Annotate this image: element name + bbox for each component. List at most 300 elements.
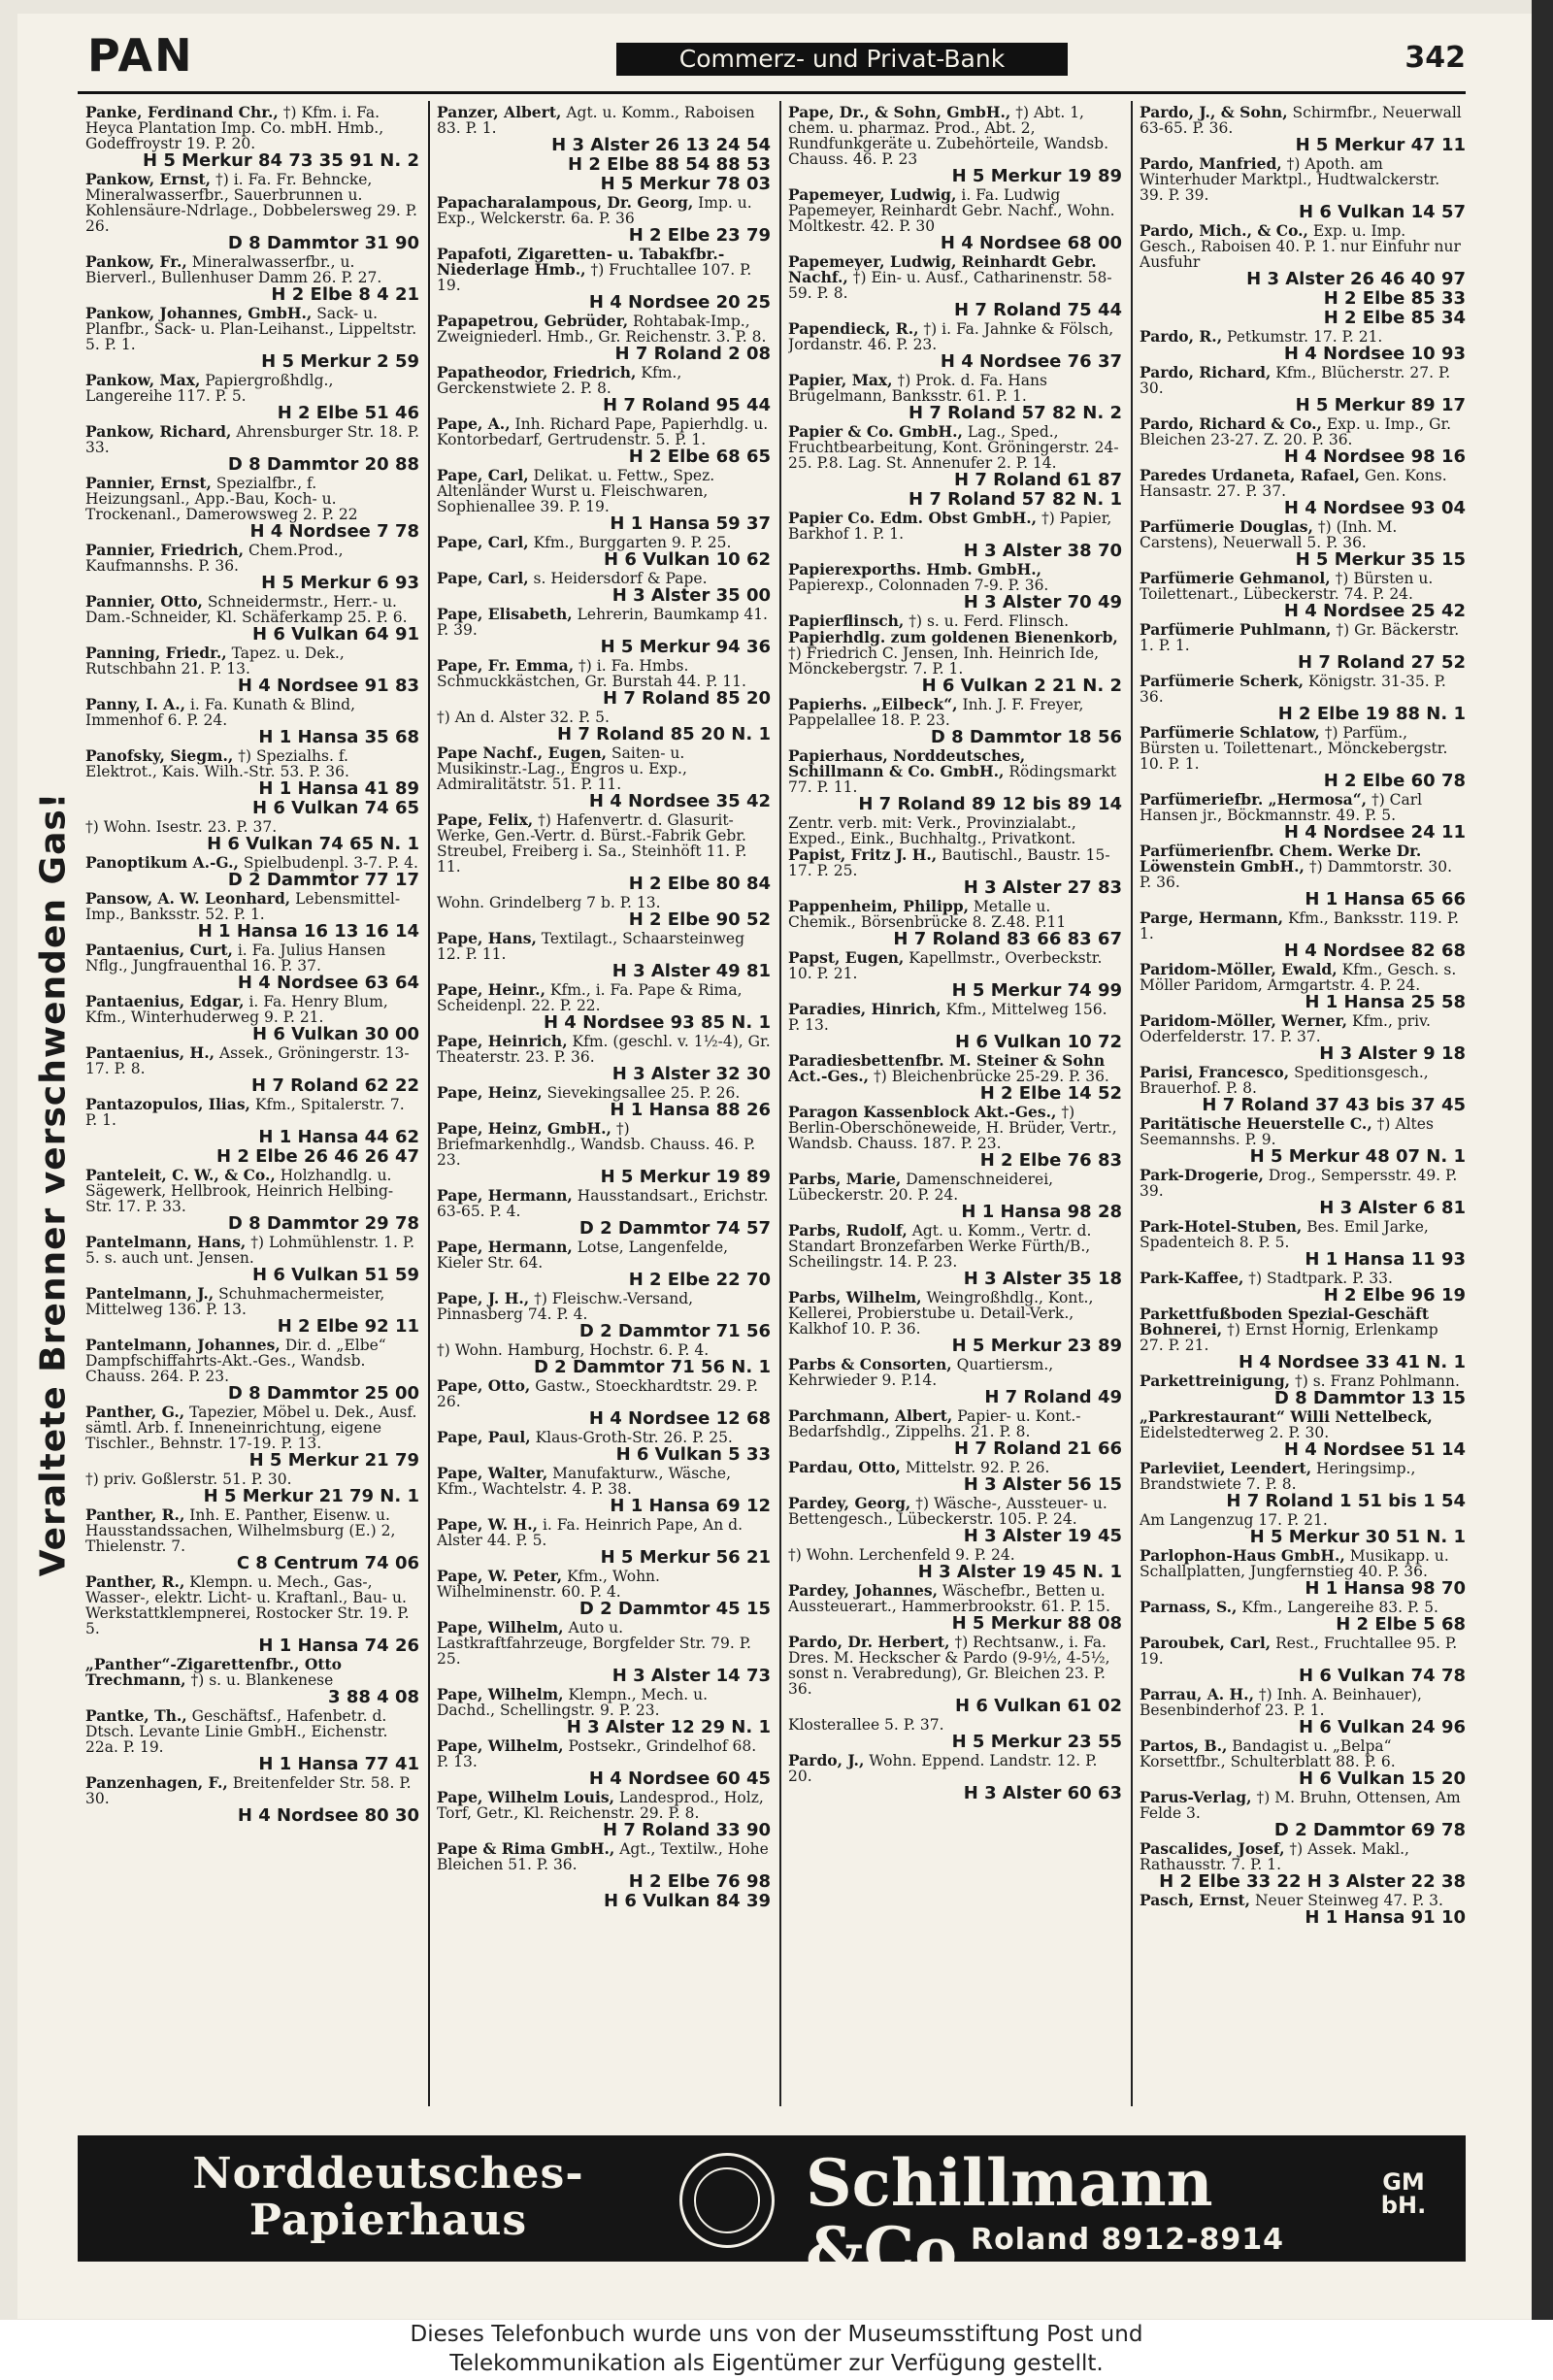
phone-number: H 1 Hansa 98 70: [1305, 1578, 1466, 1599]
entry-details: †) Assek. Makl., Rathausstr. 7. P. 1.: [1140, 1840, 1409, 1873]
entry-name: Parkettreinigung,: [1140, 1372, 1291, 1390]
phone-number: H 1 Hansa 88 26: [610, 1100, 771, 1120]
directory-entry: [85, 1168, 419, 1234]
entry-name: Panzer, Albert,: [437, 105, 562, 121]
directory-entry: [437, 1188, 771, 1239]
entry-name: Pape, Heinr.,: [437, 980, 545, 999]
directory-entry: [437, 1569, 771, 1619]
entry-name: Pannier, Ernst,: [85, 474, 212, 492]
entry-details: Ahrensburger Str. 18. P. 33.: [85, 423, 419, 456]
entry-name: Parfümeriefbr. „Hermosa“,: [1140, 790, 1368, 809]
directory-entry: [1140, 365, 1466, 415]
entry-details: †) Wohn. Hamburg, Hochstr. 6. P. 4.: [437, 1341, 710, 1359]
entry-name: Pantelmann, Hans,: [85, 1233, 247, 1251]
entry-name: Panny, I. A.,: [85, 695, 185, 713]
listing-column-1: [85, 105, 419, 2104]
entry-details: Spezialfbr., f. Heizungsanl., App.-Bau, Koch- u. Trockenanl., Damerowsweg 2. P. 22: [85, 475, 358, 523]
phone-number: H 3 Alster 19 45 N. 1: [917, 1562, 1122, 1582]
directory-entry: [437, 931, 771, 981]
entry-details: Bautischl., Baustr. 15-17. P. 25.: [788, 846, 1110, 879]
directory-entry: [85, 645, 419, 696]
phone-number: H 6 Vulkan 74 65 N. 1: [207, 834, 419, 854]
directory-entry: [85, 1775, 419, 1826]
phone-number: H 7 Roland 1 51 bis 1 54: [1226, 1491, 1466, 1511]
phone-number: H 5 Merkur 74 99: [951, 980, 1122, 1001]
entry-details: Kfm., Gerckenstwiete 2. P. 8.: [437, 364, 682, 397]
header-keyword: PAN: [87, 29, 194, 82]
directory-entry: [1140, 105, 1466, 155]
directory-entry: [85, 306, 419, 372]
phone-number: H 7 Roland 83 66 83 67: [893, 929, 1122, 949]
entry-details: †) Abt. 1, chem. u. pharmaz. Prod., Abt. 2, Rundfunkgeräte u. Zubehörteile, Wandsb. Chauss. 46. P. 23: [788, 105, 1109, 168]
phone-number: D 2 Dammtor 69 78: [1273, 1820, 1466, 1840]
phone-number: H 1 Hansa 74 26: [258, 1636, 419, 1656]
phone-number: H 5 Merkur 94 36: [600, 637, 771, 657]
phone-number: H 2 Elbe 90 52: [628, 909, 771, 930]
entry-details: Damenschneiderei, Lübeckerstr. 20. P. 24.: [788, 1171, 1054, 1204]
entry-details: i. Fa. Kunath & Blind, Immenhof 6. P. 24.: [85, 696, 355, 729]
column-divider: [1131, 101, 1133, 2106]
entry-details: Exp. u. Imp. Gesch., Raboisen 40. P. 1. nur Einfuhr nur Ausfuhr: [1140, 222, 1461, 271]
directory-entry: [788, 1460, 1122, 1495]
directory-entry: [437, 1430, 771, 1465]
directory-entry: [1140, 1065, 1466, 1115]
entry-details: †) s. u. Blankenese: [190, 1671, 334, 1689]
entry-name: Papafoti, Zigaretten- u. Tabakfbr.-Niederlage Hmb.,: [437, 245, 725, 279]
phone-number: H 7 Roland 95 44: [603, 395, 771, 415]
entry-details: †) Inh. A. Beinhauer), Besenbinderhof 23. P. 1.: [1140, 1686, 1422, 1719]
phone-number: H 4 Nordsee 82 68: [1283, 941, 1466, 961]
entry-name: Panning, Friedr.,: [85, 644, 227, 662]
directory-entry: [788, 1496, 1122, 1546]
phone-number: H 3 Alster 12 29 N. 1: [566, 1717, 771, 1737]
directory-entry: [788, 511, 1122, 561]
entry-name: Pape, W. H.,: [437, 1515, 538, 1534]
entry-details: Lag., Sped., Fruchtbearbeitung, Kont. Gröningerstr. 24-25. P.8. Lag. St. Annenufer 2. P. 14.: [788, 423, 1119, 472]
entry-details: †) Altes Seemannshs. P. 9.: [1140, 1115, 1434, 1148]
phone-number: H 5 Merkur 2 59: [261, 351, 419, 372]
phone-number: H 4 Nordsee 98 16: [1283, 446, 1466, 467]
entry-details: †) Rechtsanw., i. Fa. Dres. M. Heckscher & Pardo (9-9½, 4-5½, sonst n. Verabredung), Gr. Bleichen 23. P. 36.: [788, 1634, 1110, 1698]
entry-details: †) Papier, Barkhof 1. P. 1.: [788, 510, 1112, 543]
phone-number: H 3 Alster 56 15: [963, 1474, 1122, 1495]
entry-details: Wohn. Eppend. Landstr. 12. P. 20.: [788, 1752, 1098, 1785]
phone-number: H 5 Merkur 21 79 N. 1: [203, 1486, 419, 1506]
phone-number: D 2 Dammtor 45 15: [578, 1599, 771, 1619]
entry-name: Pape Nachf., Eugen,: [437, 744, 608, 762]
page-header: [68, 29, 1466, 87]
entry-name: Pape, Walter,: [437, 1464, 548, 1482]
entry-details: Inh. E. Panther, Eisenw. u. Hausstandssachen, Wilhelmsburg (E.) 2, Thielenstr. 7.: [85, 1506, 396, 1555]
phone-number: H 7 Roland 89 12 bis 89 14: [858, 794, 1122, 814]
trademark-seal-icon: [679, 2153, 775, 2248]
entry-details: Kfm., Blücherstr. 27. P. 30.: [1140, 364, 1451, 397]
entry-name: Pape & Rima GmbH.,: [437, 1839, 615, 1858]
phone-number: H 5 Merkur 23 89: [951, 1336, 1122, 1356]
entry-details: Kfm., Langereihe 83. P. 5.: [1241, 1599, 1438, 1616]
directory-entry: [437, 195, 771, 246]
directory-entry: [437, 1085, 771, 1120]
entry-details: †) Hafenvertr. d. Glasurit-Werke, Gen.-Vertr. d. Bürst.-Fabrik Gebr. Streubel, Freiberg i. Sa., Steinhöft 11. P. 11.: [437, 811, 747, 876]
entry-name: Parchmann, Albert,: [788, 1406, 953, 1425]
entry-name: Pape, Otto,: [437, 1376, 531, 1395]
entry-name: Parnass, S.,: [1140, 1598, 1238, 1616]
entry-name: Pape, Heinz,: [437, 1083, 543, 1102]
entry-details: i. Fa. Henry Blum, Kfm., Winterhuderweg 9. P. 21.: [85, 993, 388, 1026]
entry-name: Parrau, A. H.,: [1140, 1685, 1254, 1703]
entry-name: Paroubek, Carl,: [1140, 1634, 1272, 1652]
entry-name: Pape, Heinrich,: [437, 1032, 568, 1050]
entry-details: Heringsimp., Brandstwiete 7. P. 8.: [1140, 1460, 1416, 1493]
directory-entry: [1140, 843, 1466, 909]
entry-name: Pape, Wilhelm Louis,: [437, 1788, 615, 1806]
entry-name: Pape, Hermann,: [437, 1186, 573, 1205]
entry-details: †) s. u. Ferd. Flinsch.: [909, 612, 1070, 630]
entry-details: i. Fa. Julius Hansen Nflg., Jungfrauenthal 16. P. 37.: [85, 942, 386, 975]
entry-name: Pantaenius, H.,: [85, 1043, 215, 1062]
directory-entry: [437, 1620, 771, 1686]
entry-details: †) Wäsche-, Aussteuer- u. Bettengesch., Lübeckerstr. 105. P. 24.: [788, 1495, 1107, 1528]
entry-name: Parfümerie Scherk,: [1140, 672, 1305, 690]
directory-entry: [85, 697, 419, 747]
directory-entry: [788, 373, 1122, 423]
entry-details: †) Fruchtallee 107. P. 19.: [437, 261, 752, 294]
entry-details: Papiergroßhdlg., Langereihe 117. P. 5.: [85, 372, 334, 405]
phone-number: H 6 Vulkan 74 65: [252, 798, 419, 818]
entry-details: Sievekingsallee 25. P. 26.: [546, 1084, 741, 1102]
phone-number: H 3 Alster 32 30: [611, 1064, 771, 1084]
directory-entry: [85, 748, 419, 818]
entry-details: Rest., Fruchtallee 95. P. 19.: [1140, 1635, 1458, 1668]
entry-name: Parfümerie Gehmanol,: [1140, 569, 1331, 587]
entry-name: Panke, Ferdinand Chr.,: [85, 105, 279, 121]
entry-name: Parfümerienfbr. Chem. Werke Dr. Löwenstein GmbH.,: [1140, 842, 1422, 876]
phone-number: H 1 Hansa 16 13 16 14: [197, 921, 419, 942]
entry-name: Papierexporths. Hmb. GmbH.,: [788, 560, 1042, 578]
entry-details: Geschäftsf., Hafenbetr. d. Dtsch. Levante Linie GmbH., Eichenstr. 22a. P. 19.: [85, 1707, 388, 1756]
entry-details: Holzhandlg. u. Sägewerk, Hellbrook, Heinrich Helbing-Str. 17. P. 33.: [85, 1167, 394, 1215]
entry-name: Papier, Max,: [788, 371, 893, 389]
entry-name: Parbs, Marie,: [788, 1170, 902, 1188]
entry-details: Königstr. 31-35. P. 36.: [1140, 673, 1446, 706]
phone-number: D 8 Dammtor 13 15: [1273, 1388, 1466, 1408]
phone-number: H 5 Merkur 89 17: [1295, 395, 1466, 415]
directory-entry: [85, 819, 419, 854]
directory-entry: [788, 1002, 1122, 1052]
directory-entry: [1140, 223, 1466, 328]
archive-footer-note: [0, 2320, 1553, 2380]
phone-number: H 3 Alster 27 83: [963, 877, 1122, 898]
entry-name: Paragon Kassenblock Akt.-Ges.,: [788, 1103, 1057, 1121]
entry-name: Pape, Paul,: [437, 1428, 531, 1446]
banner-company-name: [116, 2151, 660, 2244]
entry-details: Kfm., Mittelweg 156. P. 13.: [788, 1001, 1107, 1034]
entry-name: Pantaenius, Curt,: [85, 941, 233, 959]
directory-entry: [788, 1635, 1122, 1716]
entry-details: Kfm., Wohn. Wilhelminenstr. 60. P. 4.: [437, 1568, 660, 1601]
entry-details: Neuer Steinweg 47. P. 3.: [1254, 1892, 1443, 1909]
entry-details: Inh. Richard Pape, Papierhdlg. u. Kontorbedarf, Gertrudenstr. 5. P. 1.: [437, 415, 769, 448]
entry-details: †) (Inh. M. Carstens), Neuerwall 5. P. 36.: [1140, 518, 1398, 551]
directory-entry: [788, 105, 1122, 186]
phone-number: H 7 Roland 2 08: [614, 344, 771, 364]
entry-details: †) Ein- u. Ausf., Catharinenstr. 58-59. P. 8.: [788, 269, 1112, 302]
phone-number: H 5 Merkur 56 21: [600, 1547, 771, 1568]
entry-details: Lehrerin, Baumkamp 41. P. 39.: [437, 606, 768, 639]
entry-details: †) i. Fa. Hmbs. Schmuckkästchen, Gr. Burstah 44. P. 11.: [437, 657, 746, 690]
phone-number: H 5 Merkur 21 79: [248, 1450, 419, 1471]
entry-name: Pannier, Friedrich,: [85, 541, 245, 559]
phone-number: D 8 Dammtor 25 00: [227, 1383, 419, 1404]
phone-number: H 3 Alster 60 63: [963, 1783, 1122, 1803]
entry-name: Pardey, Johannes,: [788, 1581, 938, 1600]
entry-details: Klempn. u. Mech., Gas-, Wasser-, elektr. Licht- u. Kraftanl., Bau- u. Werkstattklempnerei, Rostocker Str. 19. P. 5.: [85, 1573, 410, 1637]
entry-name: Pape, Felix,: [437, 810, 534, 829]
entry-details: Klempn., Mech. u. Dachd., Schellingstr. 9. P. 23.: [437, 1686, 709, 1719]
entry-name: Parfümerie Schlatow,: [1140, 723, 1320, 742]
entry-name: Parleviiet, Leendert,: [1140, 1459, 1312, 1477]
directory-entry: [85, 1235, 419, 1285]
entry-details: Gastw., Stoeckhardtstr. 29. P. 26.: [437, 1377, 759, 1410]
directory-entry: [85, 1338, 419, 1404]
entry-details: Kfm. (geschl. v. 1½-4), Gr. Theaterstr. 23. P. 36.: [437, 1033, 771, 1066]
page-number: 342: [1404, 41, 1466, 75]
entry-details: Papier- u. Kont.-Bedarfshdlg., Zippelhs. 21. P. 8.: [788, 1407, 1081, 1440]
entry-details: Kfm., Spitalerstr. 7. P. 1.: [85, 1096, 405, 1129]
entry-details: Hausstandsart., Erichstr. 63-65. P. 4.: [437, 1187, 769, 1220]
directory-entry: [1140, 1461, 1466, 1511]
phone-number: H 3 Alster 26 46 40 97: [1246, 269, 1466, 289]
entry-details: †) Gr. Bäckerstr. 1. P. 1.: [1140, 621, 1460, 654]
entry-name: Pape, Dr., & Sohn, GmbH.,: [788, 105, 1011, 121]
phone-number: H 5 Merkur 30 51 N. 1: [1249, 1527, 1466, 1547]
phone-number: H 5 Merkur 47 11: [1295, 135, 1466, 155]
entry-name: Park-Kaffee,: [1140, 1269, 1244, 1287]
entry-name: Panofsky, Siegm.,: [85, 746, 234, 765]
directory-entry: [1140, 468, 1466, 518]
entry-name: Pascalides, Josef,: [1140, 1839, 1285, 1858]
entry-name: Parge, Hermann,: [1140, 909, 1283, 927]
directory-entry: [437, 314, 771, 364]
phone-number: H 4 Nordsee 10 93: [1283, 344, 1466, 364]
entry-details: †) M. Bruhn, Ottensen, Am Felde 3.: [1140, 1789, 1461, 1822]
phone-number: H 2 Elbe 60 78: [1323, 771, 1466, 791]
phone-number: H 1 Hansa 65 66: [1305, 889, 1466, 909]
entry-name: Pantelmann, Johannes,: [85, 1336, 281, 1354]
entry-details: Chem.Prod., Kaufmannshs. P. 36.: [85, 542, 344, 575]
directory-entry: [437, 1687, 771, 1737]
entry-name: Pansow, A. W. Leonhard,: [85, 889, 291, 908]
directory-entry: [1140, 1548, 1466, 1599]
entry-name: Parisi, Francesco,: [1140, 1063, 1290, 1081]
phone-number: H 3 Alster 35 18: [963, 1269, 1122, 1289]
phone-number: H 7 Roland 62 22: [251, 1075, 419, 1096]
entry-details: Am Langenzug 17. P. 21.: [1140, 1511, 1328, 1529]
phone-number: D 2 Dammtor 71 56: [578, 1321, 771, 1341]
phone-number: H 2 Elbe 80 84: [628, 874, 771, 894]
directory-entry: [85, 105, 419, 171]
entry-name: Pankow, Ernst,: [85, 170, 212, 188]
phone-number: H 7 Roland 27 52: [1298, 652, 1466, 673]
directory-entry: [85, 543, 419, 593]
phone-number: H 2 Elbe 14 52: [979, 1083, 1122, 1104]
entry-details: Bandagist u. „Belpa“ Korsettfbr., Schulterblatt 88. P. 6.: [1140, 1737, 1396, 1770]
phone-number: H 5 Merkur 84 73 35 91 N. 2: [142, 150, 419, 171]
entry-name: Parfümerie Puhlmann,: [1140, 620, 1332, 639]
entry-details: Textilagt., Schaarsteinweg 12. P. 11.: [437, 930, 744, 963]
entry-name: Pardo, Dr. Herbert,: [788, 1633, 950, 1651]
entry-details: Petkumstr. 17. P. 21.: [1227, 328, 1383, 346]
entry-details: Mineralwasserfbr., u. Bierverl., Bullenhuser Damm 26. P. 27.: [85, 253, 382, 286]
entry-details: †) Spezialhs. f. Elektrot., Kais. Wilh.-Str. 53. P. 36.: [85, 747, 349, 780]
phone-number: H 2 Elbe 26 46 26 47: [216, 1146, 419, 1167]
phone-number: H 4 Nordsee 20 25: [588, 292, 771, 313]
directory-entry: [1140, 329, 1466, 364]
directory-entry: [437, 812, 771, 894]
directory-entry: [85, 424, 419, 475]
directory-entry: [437, 416, 771, 467]
directory-entry: [788, 1290, 1122, 1356]
directory-entry: [788, 950, 1122, 1001]
directory-entry: [1140, 1013, 1466, 1064]
directory-entry: [85, 855, 419, 890]
entry-details: Agt. u. Komm., Raboisen 83. P. 1.: [437, 105, 755, 137]
directory-entry: [437, 1841, 771, 1911]
directory-entry: [1140, 1687, 1466, 1737]
entry-name: Pantelmann, J.,: [85, 1284, 215, 1303]
entry-name: Panzenhagen, F.,: [85, 1773, 228, 1792]
phone-number: H 7 Roland 61 87: [954, 470, 1122, 490]
directory-entry: [788, 1717, 1122, 1752]
entry-details: Inh. J. F. Freyer, Pappelallee 18. P. 23.: [788, 696, 1084, 729]
directory-entry: [437, 710, 771, 744]
phone-number: H 6 Vulkan 2 21 N. 2: [921, 676, 1122, 696]
directory-entry: [437, 247, 771, 313]
phone-number: H 4 Nordsee 80 30: [237, 1805, 419, 1826]
entry-name: Park-Hotel-Stuben,: [1140, 1217, 1303, 1236]
phone-number: H 4 Nordsee 93 04: [1283, 498, 1466, 518]
entry-name: Paridom-Möller, Ewald,: [1140, 960, 1338, 978]
entry-name: Papierhs. „Eilbeck“,: [788, 695, 958, 713]
entry-name: Pape, Carl,: [437, 466, 529, 484]
phone-number: H 6 Vulkan 51 59: [252, 1265, 419, 1285]
phone-number: C 8 Centrum 74 06: [236, 1553, 419, 1573]
phone-number: H 5 Merkur 48 07 N. 1: [1249, 1146, 1466, 1167]
entry-name: Pardau, Otto,: [788, 1458, 901, 1476]
entry-details: Klaus-Groth-Str. 26. P. 25.: [535, 1429, 733, 1446]
entry-details: Lebensmittel-Imp., Banksstr. 52. P. 1.: [85, 890, 401, 923]
entry-details: Mittelstr. 92. P. 26.: [905, 1459, 1050, 1476]
directory-entry: [85, 1471, 419, 1506]
entry-name: Parlophon-Haus GmbH.,: [1140, 1546, 1345, 1565]
phone-number: H 6 Vulkan 5 33: [615, 1444, 771, 1465]
directory-entry: [788, 1583, 1122, 1634]
directory-entry: [788, 1408, 1122, 1459]
phone-number: H 6 Vulkan 10 72: [955, 1032, 1122, 1052]
entry-name: Pankow, Fr.,: [85, 252, 187, 271]
entry-details: Drog., Sempersstr. 49. P. 39.: [1140, 1167, 1458, 1200]
phone-number: H 1 Hansa 25 58: [1305, 992, 1466, 1012]
phone-number: H 3 Alster 70 49: [963, 592, 1122, 612]
footer-line-2: Telekommunikation als Eigentümer zur Verfügung gestellt.: [449, 2351, 1104, 2376]
directory-entry: [1140, 1168, 1466, 1218]
listing-column-3: [788, 105, 1122, 2104]
entry-details: Agt. u. Komm., Vertr. d. Standart Bronzefarben Werke Fürth/B., Scheilingstr. 14. P. 23.: [788, 1222, 1092, 1271]
entry-details: Kfm., Burggarten 9. P. 25.: [533, 534, 732, 551]
directory-entry: [437, 1240, 771, 1290]
directory-entry: [85, 1045, 419, 1096]
phone-number: H 5 Merkur 23 55: [951, 1732, 1122, 1752]
phone-number: H 6 Vulkan 30 00: [252, 1024, 419, 1044]
entry-name: Papendieck, R.,: [788, 319, 919, 338]
directory-entry: [1140, 674, 1466, 724]
entry-name: Paradies, Hinrich,: [788, 1000, 942, 1018]
phone-number: H 4 Nordsee 51 14: [1283, 1439, 1466, 1460]
phone-number: H 6 Vulkan 24 96: [1299, 1717, 1466, 1737]
directory-entry: [788, 1053, 1122, 1104]
entry-details: †) i. Fa. Fr. Behncke, Mineralwasserfbr., Sauerbrunnen u. Kohlensäure-Ndrlage., Dobbelersweg 29. P. 26.: [85, 171, 417, 235]
banner-phone: Roland 8912-8914: [971, 2223, 1284, 2257]
phone-number: D 2 Dammtor 77 17: [227, 870, 419, 890]
entry-details: Rödingsmarkt 77. P. 11.: [788, 763, 1117, 796]
phone-number: D 8 Dammtor 18 56: [930, 727, 1122, 747]
banner-line-1: Norddeutsches-: [192, 2149, 584, 2198]
entry-name: Pannier, Otto,: [85, 592, 203, 611]
entry-details: †) Briefmarkenhdlg., Wandsb. Chauss. 46. P. 23.: [437, 1120, 756, 1169]
entry-name: Panoptikum A.-G.,: [85, 853, 239, 872]
entry-name: Pankow, Max,: [85, 371, 201, 389]
listing-column-2: [437, 105, 771, 2104]
listing-column-4: [1140, 105, 1466, 2104]
phone-number: H 2 Elbe 23 79: [628, 225, 771, 246]
entry-name: Pardo, J., & Sohn,: [1140, 105, 1288, 121]
directory-entry: [788, 899, 1122, 949]
directory-entry: [1140, 1738, 1466, 1789]
phone-number: H 5 Merkur 19 89: [951, 166, 1122, 186]
entry-details: Kapellmstr., Overbeckstr. 10. P. 21.: [788, 949, 1103, 982]
phone-number: H 4 Nordsee 60 45: [588, 1768, 771, 1789]
entry-name: Pantke, Th.,: [85, 1706, 187, 1725]
directory-entry: [788, 748, 1122, 814]
phone-number: H 4 Nordsee 25 42: [1283, 601, 1466, 621]
phone-number: H 7 Roland 85 20: [603, 688, 771, 709]
phone-number: H 1 Hansa 69 12: [610, 1496, 771, 1516]
phone-number: H 1 Hansa 41 89: [258, 778, 419, 799]
phone-number: H 3 Alster 35 00: [611, 585, 771, 606]
entry-name: Papierhdlg. zum goldenen Bienenkorb,: [788, 628, 1118, 646]
phone-number: D 8 Dammtor 20 88: [227, 454, 419, 475]
directory-entry: [437, 982, 771, 1033]
entry-name: Pardo, Richard & Co.,: [1140, 414, 1322, 433]
entry-name: Panther, G.,: [85, 1403, 185, 1421]
entry-name: Pape, Hans,: [437, 929, 537, 947]
directory-entry: [1140, 1409, 1466, 1460]
phone-number: H 7 Roland 49: [984, 1387, 1122, 1407]
entry-details: Zentr. verb. mit: Verk., Provinzialabt., Exped., Eink., Buchhaltg., Privatkont.: [788, 814, 1076, 847]
entry-details: Landesprod., Holz, Torf, Getr., Kl. Reichenstr. 29. P. 8.: [437, 1789, 764, 1822]
entry-name: Pape, W. Peter,: [437, 1567, 563, 1585]
entry-details: Delikat. u. Fettw., Spez. Altenländer Wurst u. Fleischwaren, Sophienallee 39. P. 19.: [437, 467, 715, 515]
phone-number: H 2 Elbe 96 19: [1323, 1285, 1466, 1306]
entry-name: Paritätische Heuerstelle C.,: [1140, 1114, 1372, 1133]
directory-entry: [85, 994, 419, 1044]
phone-number: H 2 Elbe 68 65: [628, 446, 771, 467]
entry-details: Breitenfelder Str. 58. P. 30.: [85, 1774, 412, 1807]
entry-name: Pankow, Johannes, GmbH.,: [85, 304, 313, 322]
entry-details: †) priv. Goßlerstr. 51. P. 30.: [85, 1471, 292, 1488]
directory-entry: [1140, 792, 1466, 843]
directory-entry: [1140, 1219, 1466, 1270]
